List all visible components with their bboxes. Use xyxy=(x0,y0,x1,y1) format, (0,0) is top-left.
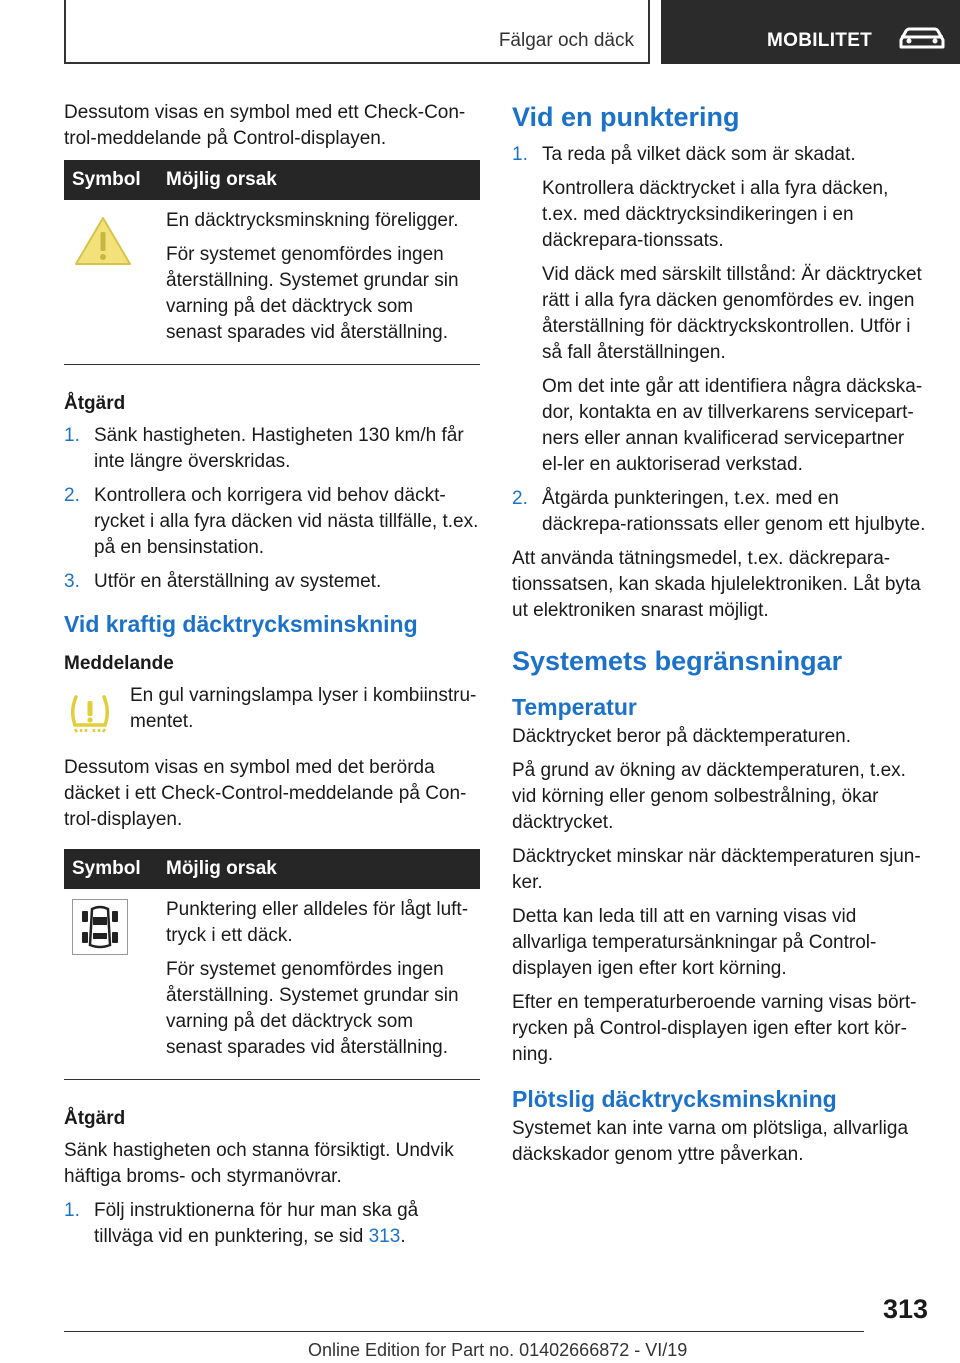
step-number: 2. xyxy=(512,488,528,509)
step-text: Ta reda på vilket däck som är skadat. xyxy=(542,144,856,165)
table-header-cause: Möjlig orsak xyxy=(158,849,480,889)
car-tire-diagram-icon xyxy=(72,899,128,955)
temperature-text: På grund av ökning av däcktemperaturen, t.ex. vid körning eller genom solbestrålning, ökar däcktrycket. xyxy=(512,760,906,833)
step-text: Följ instruktionerna för hur man ska gå tillväga vid en punktering, se sid xyxy=(94,1200,419,1247)
list-item xyxy=(512,142,928,478)
table-header-cause: Möjlig orsak xyxy=(158,160,480,200)
action-heading: Åtgärd xyxy=(64,1108,126,1129)
step-text: Om det inte går att identifiera några däckska-dor, kontakta en av tillverkarens servicepart-ners eller annan kvalificerad servicepartner el-ler en auktoriserad verkstad. xyxy=(542,376,923,475)
header-chapter xyxy=(661,0,960,64)
left-column xyxy=(64,100,480,1258)
step-number: 1. xyxy=(64,1200,80,1221)
car-icon xyxy=(897,26,947,50)
step-text: Vid däck med särskilt tillstånd: Är däcktrycket rätt i alla fyra däcken genomfördes ev. ingen återställning för däcktryckskontrollen. Utför i så fall återställningen. xyxy=(542,264,922,363)
cause-line: För systemet genomfördes ingen återställning. Systemet grundar sin varning på det däcktryck som senast sparades vid återställning. xyxy=(166,244,459,343)
table-header-symbol: Symbol xyxy=(64,160,158,200)
message-heading: Meddelande xyxy=(64,653,174,674)
warning-triangle-icon xyxy=(72,214,134,268)
intro-text: Dessutom visas en symbol med ett Check-Con-trol-meddelande på Control-displayen. xyxy=(64,102,466,149)
page-number: 313 xyxy=(882,1294,928,1324)
cause-line: För systemet genomfördes ingen återställning. Systemet grundar sin varning på det däcktryck som senast sparades vid återställning. xyxy=(166,959,459,1058)
puncture-heading: Vid en punktering xyxy=(512,102,740,132)
message-text: En gul varningslampa lyser i kombiinstru-mentet. xyxy=(130,685,477,732)
step-text: Kontrollera däcktrycket i alla fyra däcken, t.ex. med däcktrycksindikeringen i en däckrepara-tionssats. xyxy=(542,178,889,251)
list-item xyxy=(64,569,480,595)
list-item xyxy=(64,483,480,561)
symbol-table-1 xyxy=(64,160,480,365)
step-number: 3. xyxy=(64,571,80,592)
chapter-title: MOBILITET xyxy=(767,30,873,51)
section-title: Fälgar och däck xyxy=(498,30,634,51)
symbol-table-2 xyxy=(64,849,480,1080)
temperature-text: Detta kan leda till att en varning visas vid allvarliga temperatursänkningar på Control-displayen igen efter kort körning. xyxy=(512,906,877,979)
sealant-text: Att använda tätningsmedel, t.ex. däckrepara-tionssatsen, kan skada hjulelektroniken. Låt byta ut elektroniken snarast möjligt. xyxy=(512,548,921,621)
step-number: 1. xyxy=(512,144,528,165)
action-list xyxy=(64,1198,480,1250)
list-item xyxy=(512,486,928,538)
action-text: Sänk hastigheten och stanna försiktigt. Undvik häftiga broms- och styrmanövrar. xyxy=(64,1140,454,1187)
step-text: Utför en återställning av systemet. xyxy=(94,571,382,592)
table-row xyxy=(64,889,480,1080)
cause-line: En däcktrycksminskning föreligger. xyxy=(166,210,459,231)
temperature-text: Däcktrycket beror på däcktemperaturen. xyxy=(512,726,851,747)
step-text: Åtgärda punkteringen, t.ex. med en däckrepa-rationssats eller genom ett hjulbyte. xyxy=(542,488,926,535)
step-number: 1. xyxy=(64,425,80,446)
temperature-heading: Temperatur xyxy=(512,694,637,720)
temperature-text: Däcktrycket minskar när däcktemperaturen sjun-ker. xyxy=(512,846,921,893)
cause-line: Punktering eller alldeles för lågt luft-tryck i ett däck. xyxy=(166,899,469,946)
limits-heading: Systemets begränsningar xyxy=(512,646,843,676)
step-number: 2. xyxy=(64,485,80,506)
action-list xyxy=(64,423,480,595)
right-column xyxy=(512,100,928,1176)
page-link[interactable]: 313 xyxy=(368,1226,401,1247)
list-item xyxy=(64,1198,480,1250)
step-end: . xyxy=(400,1226,406,1247)
table-header-symbol: Symbol xyxy=(64,849,158,889)
step-text: Kontrollera och korrigera vid behov däckt-rycket i alla fyra däcken vid nästa tillfälle, t.ex. på en bensinstation. xyxy=(94,485,479,558)
tire-pressure-warning-icon xyxy=(68,691,112,735)
severe-heading: Vid kraftig däcktrycksminskning xyxy=(64,611,418,637)
table-row xyxy=(64,200,480,365)
temperature-text: Efter en temperaturberoende varning visas bört-rycken på Control-displayen igen efter kort kör-ning. xyxy=(512,992,917,1065)
edition-text: Online Edition for Part no. 01402666872 - VI/19 xyxy=(308,1340,688,1360)
severe-text: Dessutom visas en symbol med det berörda däcket i ett Check-Control-meddelande på Con-trol-displayen. xyxy=(64,757,467,830)
action-heading: Åtgärd xyxy=(64,393,126,414)
puncture-steps xyxy=(512,142,928,538)
message-block xyxy=(64,683,480,745)
sudden-text: Systemet kan inte varna om plötsliga, allvarliga däckskador genom yttre påverkan. xyxy=(512,1118,909,1165)
header-section xyxy=(66,0,650,64)
list-item xyxy=(64,423,480,475)
footer-rule xyxy=(64,1331,864,1332)
step-text: Sänk hastigheten. Hastigheten 130 km/h får inte längre överskridas. xyxy=(94,425,464,472)
sudden-heading: Plötslig däcktrycksminskning xyxy=(512,1086,837,1112)
